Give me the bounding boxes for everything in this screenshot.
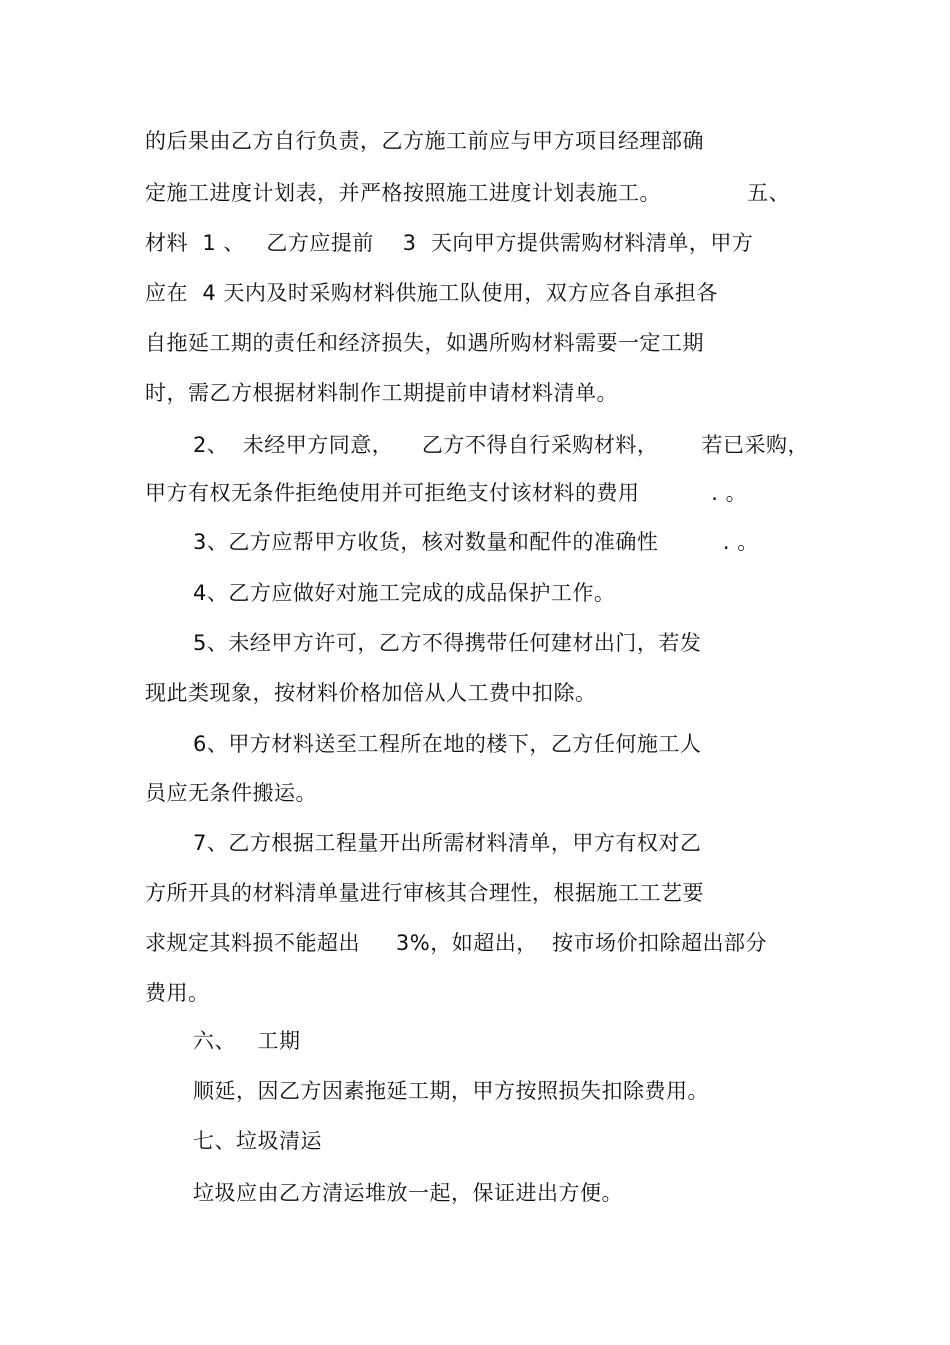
text-line-14: 员应无条件搬运。 — [145, 781, 317, 805]
text-line-11: 5、未经甲方许可，乙方不得携带任何建材出门，若发 — [193, 631, 702, 655]
text-line-15: 7、乙方根据工程量开出所需材料清单，甲方有权对乙 — [193, 831, 702, 855]
text-line-13: 6、甲方材料送至工程所在地的楼下，乙方任何施工人 — [193, 732, 702, 756]
section-heading-six: 六、 工期 — [193, 1029, 301, 1053]
text-line-1: 的后果由乙方自行负责，乙方施工前应与甲方项目经理部确 — [145, 129, 704, 153]
text-line-6: 时，需乙方根据材料制作工期提前申请材料清单。 — [145, 381, 618, 405]
text-line-5: 自拖延工期的责任和经济损失，如遇所购材料需要一定工期 — [145, 331, 704, 355]
text-line-4: 应在 4 天内及时采购材料供施工队使用，双方应各自承担各 — [145, 281, 718, 305]
text-line-18: 费用。 — [145, 981, 210, 1005]
section-heading-seven: 七、垃圾清运 — [193, 1129, 322, 1153]
text-line-7: 2、 未经甲方同意， 乙方不得自行采购材料， 若已采购， — [193, 433, 809, 457]
text-line-2: 定施工进度计划表，并严格按照施工进度计划表施工。 五、 — [145, 181, 791, 205]
text-line-10: 4、乙方应做好对施工完成的成品保护工作。 — [193, 581, 616, 605]
text-line-8: 甲方有权无条件拒绝使用并可拒绝支付该材料的费用 . 。 — [145, 481, 748, 505]
text-line-16: 方所开具的材料清单量进行审核其合理性，根据施工工艺要 — [145, 881, 704, 905]
text-line-17: 求规定其料损不能超出 3%，如超出， 按市场价扣除超出部分 — [145, 931, 768, 955]
text-line-22: 垃圾应由乙方清运堆放一起，保证进出方便。 — [193, 1181, 623, 1205]
text-line-9: 3、乙方应帮甲方收货，核对数量和配件的准确性 . 。 — [193, 530, 759, 554]
text-line-12: 现此类现象，按材料价格加倍从人工费中扣除。 — [145, 681, 597, 705]
text-line-3: 材料 1 、 乙方应提前 3 天向甲方提供需购材料清单，甲方 — [145, 231, 754, 255]
text-line-20: 顺延，因乙方因素拖延工期，甲方按照损失扣除费用。 — [193, 1079, 709, 1103]
